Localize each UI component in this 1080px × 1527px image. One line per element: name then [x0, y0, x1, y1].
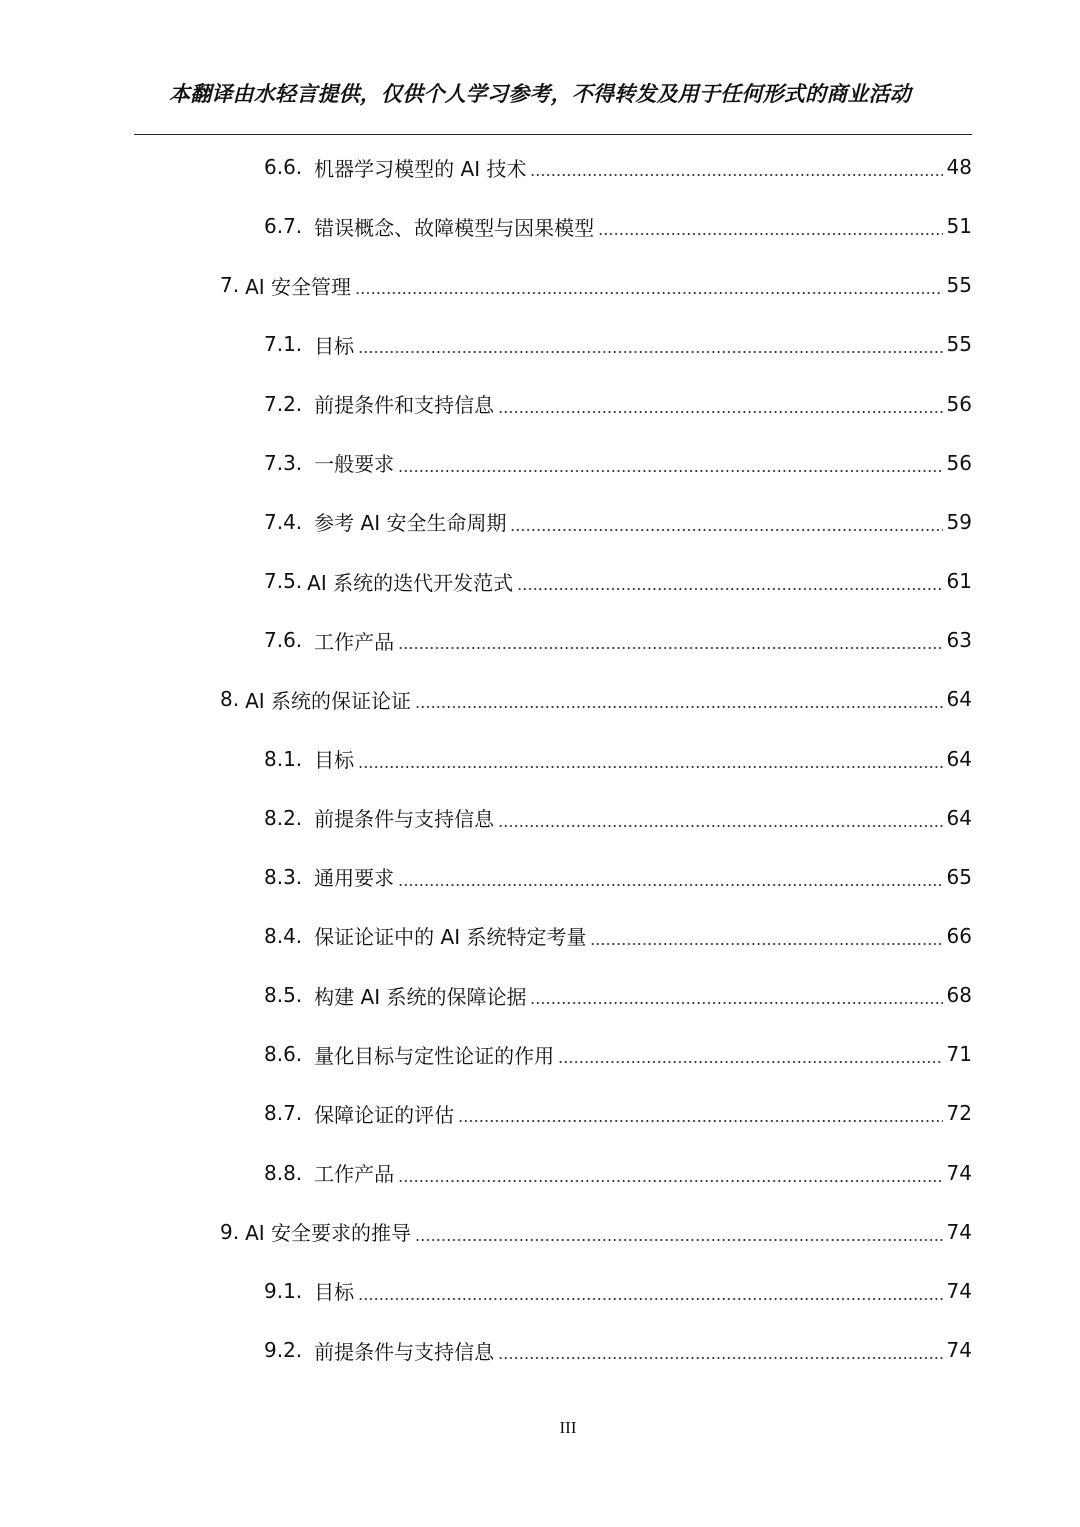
toc-entry-page: 71 — [946, 1042, 972, 1067]
toc-entry-title: 前提条件和支持信息 — [314, 393, 495, 418]
toc-dot-leader — [498, 825, 942, 827]
toc-entry[interactable] — [264, 739, 972, 779]
toc-entry-title: 量化目标与定性论证的作用 — [314, 1043, 555, 1068]
toc-entry[interactable] — [264, 916, 972, 956]
toc-entry-number: 7.4. — [264, 509, 303, 534]
toc-entry-page: 55 — [946, 273, 972, 298]
toc-dot-leader — [590, 943, 942, 945]
toc-entry-page: 64 — [946, 687, 972, 712]
toc-entry-title: 参考 AI 安全生命周期 — [314, 511, 507, 536]
toc-entry-page: 61 — [946, 569, 972, 594]
toc-dot-leader — [358, 1298, 942, 1300]
toc-dot-leader — [517, 588, 942, 590]
toc-entry-number: 6.6. — [264, 155, 303, 179]
toc-dot-leader — [398, 884, 942, 886]
toc-entry[interactable] — [264, 1271, 972, 1311]
toc-entry-title: 保证论证中的 AI 系统特定考量 — [314, 925, 587, 950]
toc-entry-title: 前提条件与支持信息 — [314, 1339, 495, 1364]
toc-dot-leader — [558, 1061, 942, 1063]
toc-entry[interactable] — [264, 147, 972, 187]
toc-entry-number: 8.1. — [264, 746, 303, 771]
toc-dot-leader — [398, 647, 942, 649]
toc-entry-number: 9.2. — [264, 1338, 303, 1362]
toc-entry[interactable] — [264, 798, 972, 838]
toc-dot-leader — [358, 351, 942, 353]
toc-entry-number: 8.3. — [264, 864, 303, 889]
page-number: III — [559, 1418, 577, 1437]
toc-entry-page: 48 — [946, 155, 972, 179]
toc-dot-leader — [498, 1357, 942, 1359]
toc-entry-number: 8. — [220, 687, 240, 712]
toc-dot-leader — [530, 1002, 942, 1004]
toc-entry-page: 64 — [946, 805, 972, 830]
toc-entry-page: 74 — [946, 1278, 972, 1303]
toc-entry[interactable] — [264, 1093, 972, 1133]
toc-entry-number: 7.6. — [264, 628, 303, 653]
toc-entry-page: 51 — [946, 214, 972, 239]
toc-entry-number: 6.7. — [264, 214, 303, 239]
toc-entry-number: 9. — [220, 1219, 240, 1244]
toc-entry-title: 通用要求 — [314, 866, 395, 891]
toc-entry-title: 前提条件与支持信息 — [314, 807, 495, 832]
toc-entry[interactable] — [264, 384, 972, 424]
toc-entry-title: 目标 — [314, 333, 355, 358]
toc-dot-leader — [598, 233, 942, 235]
toc-entry-title: AI 系统的迭代开发范式 — [307, 570, 514, 595]
toc-entry[interactable] — [220, 1212, 972, 1252]
toc-entry-number: 7. — [220, 273, 240, 298]
toc-entry-title: 工作产品 — [314, 1162, 395, 1187]
toc-entry-page: 56 — [946, 391, 972, 416]
toc-dot-leader — [530, 174, 942, 176]
toc-entry-title: 目标 — [314, 1280, 355, 1305]
toc-entry-page: 74 — [946, 1219, 972, 1244]
toc-entry-title: 机器学习模型的 AI 技术 — [314, 156, 527, 181]
toc-dot-leader — [355, 292, 943, 294]
toc-entry-number: 8.2. — [264, 805, 303, 830]
toc-entry-title: AI 安全要求的推导 — [245, 1221, 412, 1246]
toc-entry-page: 63 — [946, 628, 972, 653]
header-divider — [134, 134, 972, 135]
toc-entry[interactable] — [264, 975, 972, 1015]
toc-dot-leader — [398, 470, 942, 472]
toc-entry-page: 55 — [946, 332, 972, 357]
toc-entry-title: AI 安全管理 — [245, 274, 352, 299]
toc-entry-page: 59 — [946, 509, 972, 534]
toc-entry[interactable] — [264, 620, 972, 660]
toc-dot-leader — [398, 1180, 942, 1182]
toc-entry-title: 错误概念、故障模型与因果模型 — [314, 215, 595, 240]
toc-entry[interactable] — [264, 1330, 972, 1370]
toc-entry-page: 72 — [946, 1101, 972, 1126]
toc-entry-title: 保障论证的评估 — [314, 1102, 455, 1127]
toc-entry-page: 74 — [946, 1160, 972, 1185]
toc-entry-title: AI 系统的保证论证 — [245, 688, 412, 713]
toc-entry[interactable] — [264, 1153, 972, 1193]
toc-entry-number: 7.2. — [264, 391, 303, 416]
toc-entry-number: 9.1. — [264, 1278, 303, 1303]
toc-dot-leader — [498, 411, 942, 413]
toc-dot-leader — [510, 529, 942, 531]
toc-dot-leader — [458, 1120, 942, 1122]
toc-entry-title: 工作产品 — [314, 629, 395, 654]
toc-entry-page: 68 — [946, 983, 972, 1008]
toc-entry[interactable] — [264, 502, 972, 542]
toc-entry-number: 8.5. — [264, 983, 303, 1008]
toc-entry[interactable] — [220, 679, 972, 719]
toc-dot-leader — [415, 706, 943, 708]
toc-entry[interactable] — [264, 206, 972, 246]
toc-entry[interactable] — [264, 857, 972, 897]
toc-entry-page: 65 — [946, 864, 972, 889]
toc-dot-leader — [358, 766, 942, 768]
toc-entry-title: 目标 — [314, 748, 355, 772]
toc-entry[interactable] — [264, 561, 972, 601]
toc-entry-number: 7.1. — [264, 332, 303, 357]
toc-entry[interactable] — [264, 443, 972, 483]
toc-entry-page: 64 — [946, 746, 972, 771]
toc-entry-number: 8.8. — [264, 1160, 303, 1185]
toc-entry-number: 7.5. — [264, 569, 303, 594]
toc-entry[interactable] — [264, 324, 972, 364]
toc-entry-number: 8.4. — [264, 923, 303, 948]
page-header-notice: 本翻译由水轻言提供，仅供个人学习参考，不得转发及用于任何形式的商业活动 — [169, 82, 911, 106]
toc-entry-title: 构建 AI 系统的保障论据 — [314, 984, 527, 1009]
toc-entry-page: 74 — [946, 1338, 972, 1362]
toc-entry-number: 7.3. — [264, 450, 303, 475]
toc-dot-leader — [415, 1239, 943, 1241]
toc-entry-number: 8.6. — [264, 1042, 303, 1067]
toc-entry-page: 66 — [946, 923, 972, 948]
toc-entry-page: 56 — [946, 450, 972, 475]
toc-entry-number: 8.7. — [264, 1101, 303, 1126]
toc-entry[interactable] — [220, 265, 972, 305]
toc-entry[interactable] — [264, 1034, 972, 1074]
toc-entry-title: 一般要求 — [314, 452, 395, 477]
